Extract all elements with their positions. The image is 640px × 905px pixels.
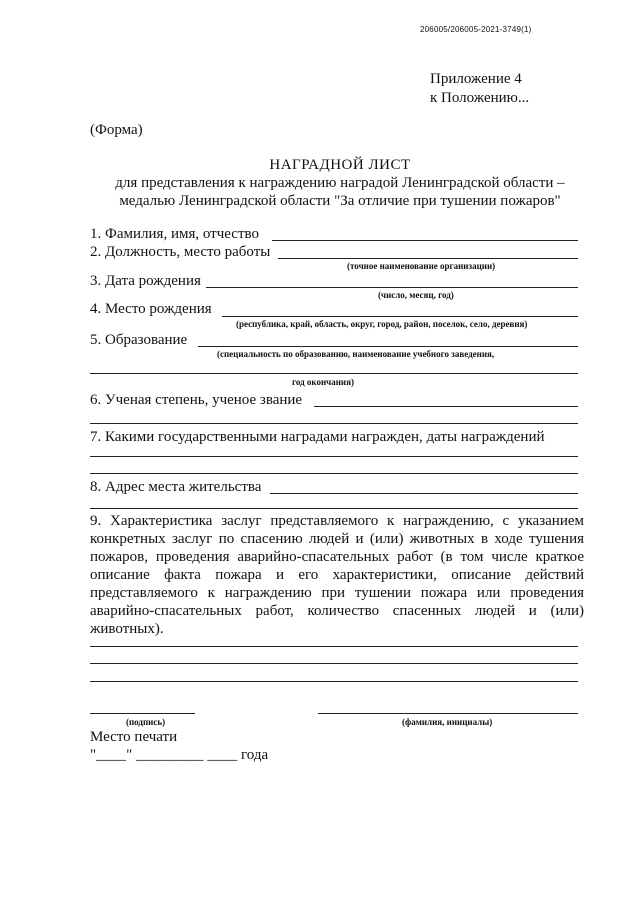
appendix-note: [430, 70, 529, 108]
field-8-line[interactable]: [270, 493, 578, 494]
field-9-line-3[interactable]: [90, 681, 578, 682]
field-4-line[interactable]: [222, 316, 578, 317]
field-6-label: 6. Ученая степень, ученое звание: [90, 392, 303, 408]
field-5-line-2[interactable]: [90, 373, 578, 374]
field-2-label: 2. Должность, место работы: [90, 244, 271, 260]
field-7-line-2[interactable]: [90, 473, 578, 474]
field-5-label: 5. Образование: [90, 332, 188, 348]
page-title: НАГРАДНОЙ ЛИСТ: [269, 157, 411, 173]
field-3-label: 3. Дата рождения: [90, 273, 201, 289]
appendix-line-2: к Положению...: [430, 90, 530, 106]
field-1-line[interactable]: [272, 240, 578, 241]
signature-line[interactable]: [90, 713, 195, 714]
document-id: 206005/206005-2021-3749(1): [420, 25, 532, 34]
field-8-label: 8. Адрес места жительства: [90, 479, 262, 495]
field-3-hint: (число, месяц, год): [378, 290, 454, 300]
subtitle-line-1: для представления к награждению наградой Ленинградской области –: [115, 175, 565, 191]
field-1-label: 1. Фамилия, имя, отчество: [90, 226, 259, 242]
field-3-line[interactable]: [206, 287, 578, 288]
field-9-line-1[interactable]: [90, 646, 578, 647]
field-5-hint-2: год окончания): [292, 377, 354, 387]
field-7-line-1[interactable]: [90, 456, 578, 457]
title-block: [80, 156, 600, 210]
form-label: (Форма): [90, 122, 143, 138]
name-initials-hint: (фамилия, инициалы): [402, 717, 493, 727]
field-5-line[interactable]: [198, 346, 578, 347]
field-5-hint-1: (специальность по образованию, наименование учебного заведения,: [217, 349, 495, 359]
subtitle-line-2: медалью Ленинградской области "За отличие при тушении пожаров": [119, 193, 561, 209]
date-line: "____" _________ ____ года: [90, 747, 269, 763]
field-6-line[interactable]: [314, 406, 578, 407]
field-7-label: 7. Какими государственными наградами награжден, даты награждений: [90, 429, 545, 445]
field-9-paragraph: 9. Характеристика заслуг представляемого к награждению, с указанием конкретных заслуг по спасению людей и (или) животных в ходе тушения пожаров, проведения аварийно-спасательных работ (в том числе краткое описание факта пожара и его характеристики, описание действий представляемого к награждению при тушении пожара или проведения аварийно-спасательных работ, количество спасенных людей и (или) животных).: [90, 513, 584, 637]
field-2-line[interactable]: [278, 258, 578, 259]
field-2-hint: (точное наименование организации): [347, 261, 496, 271]
field-9-line-2[interactable]: [90, 663, 578, 664]
field-8-line-2[interactable]: [90, 508, 578, 509]
stamp-place-label: Место печати: [90, 729, 178, 745]
field-4-label: 4. Место рождения: [90, 301, 212, 317]
field-4-hint: (республика, край, область, округ, город, район, поселок, село, деревня): [236, 319, 528, 329]
signature-hint: (подпись): [126, 717, 166, 727]
name-initials-line[interactable]: [318, 713, 578, 714]
appendix-line-1: Приложение 4: [430, 71, 522, 87]
field-6-line-2[interactable]: [90, 423, 578, 424]
